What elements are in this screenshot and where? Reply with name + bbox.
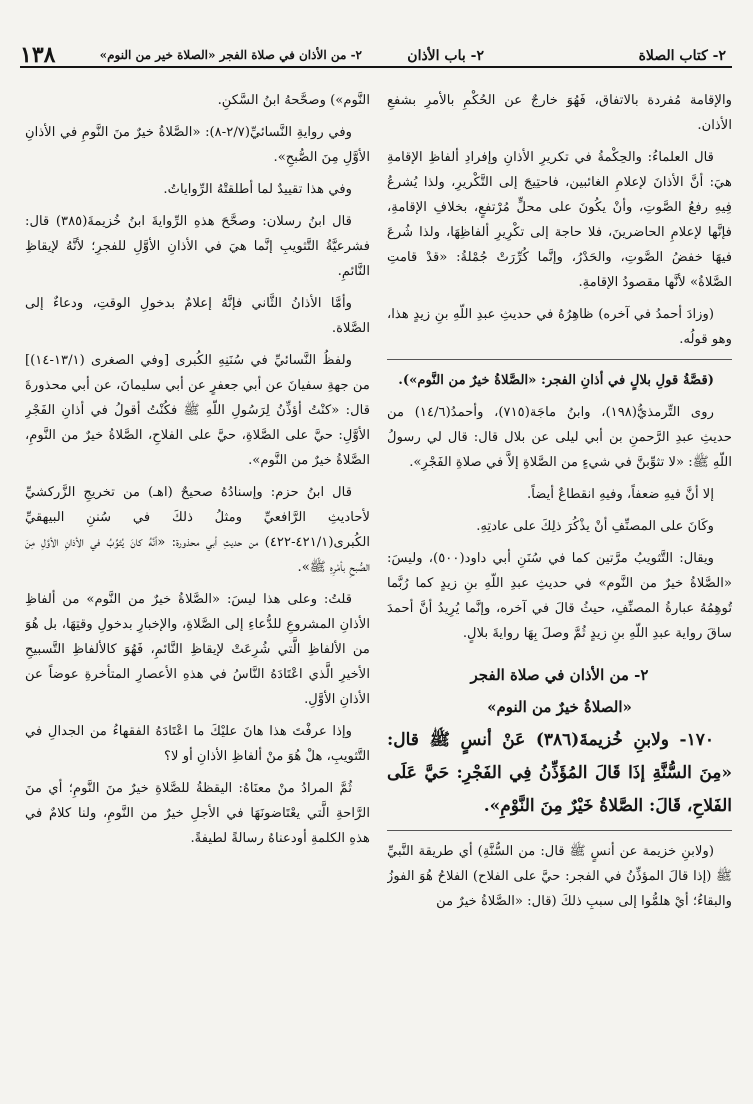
paragraph: قال ابنُ رسلان: وصحَّحَ هذهِ الرِّوايةَ ابنُ خُزيمةَ(٣٨٥) قال: فشرعيَّةُ التَّثويبِ إنَّما هيَ في الأذانِ الأوَّلِ للفجرِ؛ لأنَّهُ لإيقاظِ النَّائمِ. xyxy=(25,214,370,279)
paragraph: ولفظُ النَّسائيِّ في سُنَنِهِ الكُبرى [وفي الصغرى (١٣/١-١٤)] من جهةِ سفيانَ عن أبي جعفرٍ عن أبي سليمانَ، عن أبي محذورةَ قال: «كنْتُ أؤذِّنُ لِرَسُولِ اللّهِ ﷺ فكُنْتُ أقولُ في أذانِ الفَجْرِ الأوَّلِ: حيَّ على الصَّلاةِ، حيَّ على الفلاحِ، الصَّلاةُ خيرٌ من النَّومِ، الصَّلاةُ خيرٌ من النَّوم». xyxy=(25,353,370,468)
section-title-header: ٢- من الأذان في صلاة الفجر «الصلاة خير من النوم» xyxy=(99,48,362,62)
paragraph: وأمَّا الأذانُ الثَّاني فإنَّهُ إعلامٌ بدخولِ الوقتِ، ودعاءٌ إلى الصَّلاة. xyxy=(25,296,370,336)
hadith-text: ١٧٠- ولابنِ خُزيمةَ(٣٨٦) عَنْ أنسٍ ﷺ قال: «مِنَ السُّنَّةِ إذَا قَالَ المُؤَذِّنُ فِي الفَجْرِ: حَيَّ عَلَى الفَلاحِ، قَالَ: الصَّلاةُ خَيْرٌ مِنَ النَّوْمِ». xyxy=(387,730,732,816)
paragraph: (وزادَ أحمدُ في آخره) ظاهِرُهُ في حديثِ عبدِ اللّهِ بنِ زيدٍ هذا، وهو قولُه. xyxy=(387,307,732,347)
paragraph: والإقامة مُفردة بالاتفاق، فَهُوَ خارجٌ عن الحُكْمِ بالأمرِ بشفعِ الأذان. xyxy=(387,93,732,133)
paragraph: (ولابنِ خزيمة عن أنسٍ ﷺ قال: من السُّنَّةِ) أي طريقة النَّبيِّ ﷺ (إذا قالَ المؤذِّنُ في الفجر: حيَّ على الفلاح) الفلاحُ هُوَ الفوزُ والبقاءُ؛ أيْ هلمُّوا إلى سببِ ذلكَ (قال: «الصَّلاةُ خيرٌ من xyxy=(387,844,732,909)
page-number: ١٣٨ xyxy=(20,42,56,68)
paragraph: قال ابنُ حزم: وإسنادُهُ صحيحٌ (اهـ) من تخريجِ الزَّركشيِّ لأحاديثِ الرَّافعيِّ ومثلُ ذلكَ في سُننِ البيهقيِّ الكُبرى(٤٢١/١-٤٢٢) من حديثِ أبي محذورة: «أنَّهُ كانَ يُثوِّبُ في الأذانِ الأوَّلِ مِنَ الصُّبحِ بأمْرِهِ ﷺ». xyxy=(25,485,370,575)
paragraph: ثُمَّ المرادُ منْ معنَاهُ: اليقظةُ للصَّلاةِ خيرٌ منَ النَّومِ؛ أي منَ الرَّاحةِ الَّتي يعْتَاضونَهَا في الأجلِ خيرٌ من النَّومِ، ولنا كلامٌ في هذهِ الكلمةِ أودعناهُ رسالةً لطيفةً. xyxy=(25,781,370,846)
paragraph-heading: (قصَّةُ قولِ بلالٍ في أذانِ الفجر: «الصَّلاةُ خيرٌ من النَّوم»). xyxy=(398,373,714,388)
divider xyxy=(387,830,732,831)
paragraph: قال العلماءُ: والحِكْمةُ في تكريرِ الأذانِ وإفرادِ ألفاظِ الإقامةِ هيَ: أنَّ الأذانَ لإعلامِ الغائبين، فاحتِيجَ إلى التَّكْريرِ، ولذا يُشرعُ فِيهِ رفعُ الصَّوتِ، وأنْ يكُونَ على محلٍّ مُرْتفعٍ، بخلافِ الإقامةِ، فإنَّها لإعلامِ الحاضرينَ، فلا حاجة إلى تكْرِيرِ ألفاظِهَا، ولذا شُرعَ فيهَا خفضُ الصَّوتِ، والحَدْرُ، وإنَّما كُرِّرَتْ جُمْلةُ: «قدْ قامتِ الصَّلاةُ» لأنَّها مقصودُ الإقامةِ. xyxy=(387,150,732,290)
paragraph: وفي روايةِ النَّسائيِّ(٢/٧-٨): «الصَّلاةُ خيرٌ منَ النَّومِ في الأذانِ الأوَّلِ مِنَ الصُّبحِ». xyxy=(25,125,370,165)
section-heading: ٢- من الأذان في صلاة الفجر xyxy=(470,666,649,684)
paragraph: ويقال: التَّثويبُ مرَّتين كما في سُنَنِ أبي داود(٥٠٠)، وليسَ: «الصَّلاةُ خيرٌ من النَّوم» في حديثِ عبدِ اللّهِ بنِ زيدٍ كما رُبَّما تُوهِمُهُ عبارةُ المصنِّفِ، حيثُ قالَ في آخره، وإنَّما يُرِيدُ أنَّ أحمدَ ساقَ رواية عبدِ اللّهِ بنِ زيدٍ ثُمَّ وصلَ بِهَا روايةَ بلالٍ. xyxy=(387,551,732,641)
left-column xyxy=(25,88,370,1088)
paragraph: النَّوم») وصحَّحهُ ابنُ السَّكنِ. xyxy=(217,93,370,108)
paragraph: وكَانَ على المصنِّفِ أنْ يذْكُرَ ذلِكَ على عادتِهِ. xyxy=(476,519,714,534)
paragraph: قلتُ: وعلى هذا ليسَ: «الصَّلاةُ خيرٌ من النَّوم» من ألفاظِ الأذانِ المشروعِ للدُّعاءِ إلى الصَّلاةِ، والإخبارِ بدخولِ وقتِهَا، بل هُوَ من الألفاظِ الَّتي شُرِعَتْ لإيقاظِ النَّائمِ، فَهُوَ كالألفاظِ التَّسبيحِ الأخيرِ الَّذي اعْتَادَهُ النَّاسُ في هذهِ الأعصارِ المتأخرةِ عوضاً عن الأذانِ الأوَّلِ. xyxy=(25,592,370,707)
right-column xyxy=(387,88,732,1088)
paragraph: وإذا عرفْتَ هذا هانَ عليْكَ ما اعْتَادَهُ الفقهاءُ من الجدالِ في التَّثويبِ، هلْ هُوَ منْ ألفاظِ الأذانِ أو لا؟ xyxy=(25,724,370,764)
running-header xyxy=(20,40,732,70)
header-rule xyxy=(20,66,732,68)
section-subheading: «الصلاةُ خيرٌ من النوم» xyxy=(487,698,632,716)
paragraph: روى التِّرمذيُّ(١٩٨)، وابنُ ماجَة(٧١٥)، وأحمدُ(١٤/٦) من حديثِ عبدِ الرَّحمنِ بن أبي ليلى عن بلال قال: قال لي رسولُ اللّهِ ﷺ: «لا تثوِّبنَّ في شيءٍ من الصَّلاةِ إلاَّ في صلاةِ الفَجْرِ». xyxy=(387,405,732,470)
chapter-title: ٢- باب الأذان xyxy=(407,48,484,64)
paragraph: إلا أنَّ فيهِ ضعفاً، وفيهِ انقطاعٌ أيضاً. xyxy=(527,487,714,502)
divider xyxy=(387,359,732,360)
paragraph: وفي هذا تقييدٌ لما أطلقتْهُ الرِّواياتُ. xyxy=(163,182,352,197)
book-title: ٢- كتاب الصلاة xyxy=(638,48,726,64)
